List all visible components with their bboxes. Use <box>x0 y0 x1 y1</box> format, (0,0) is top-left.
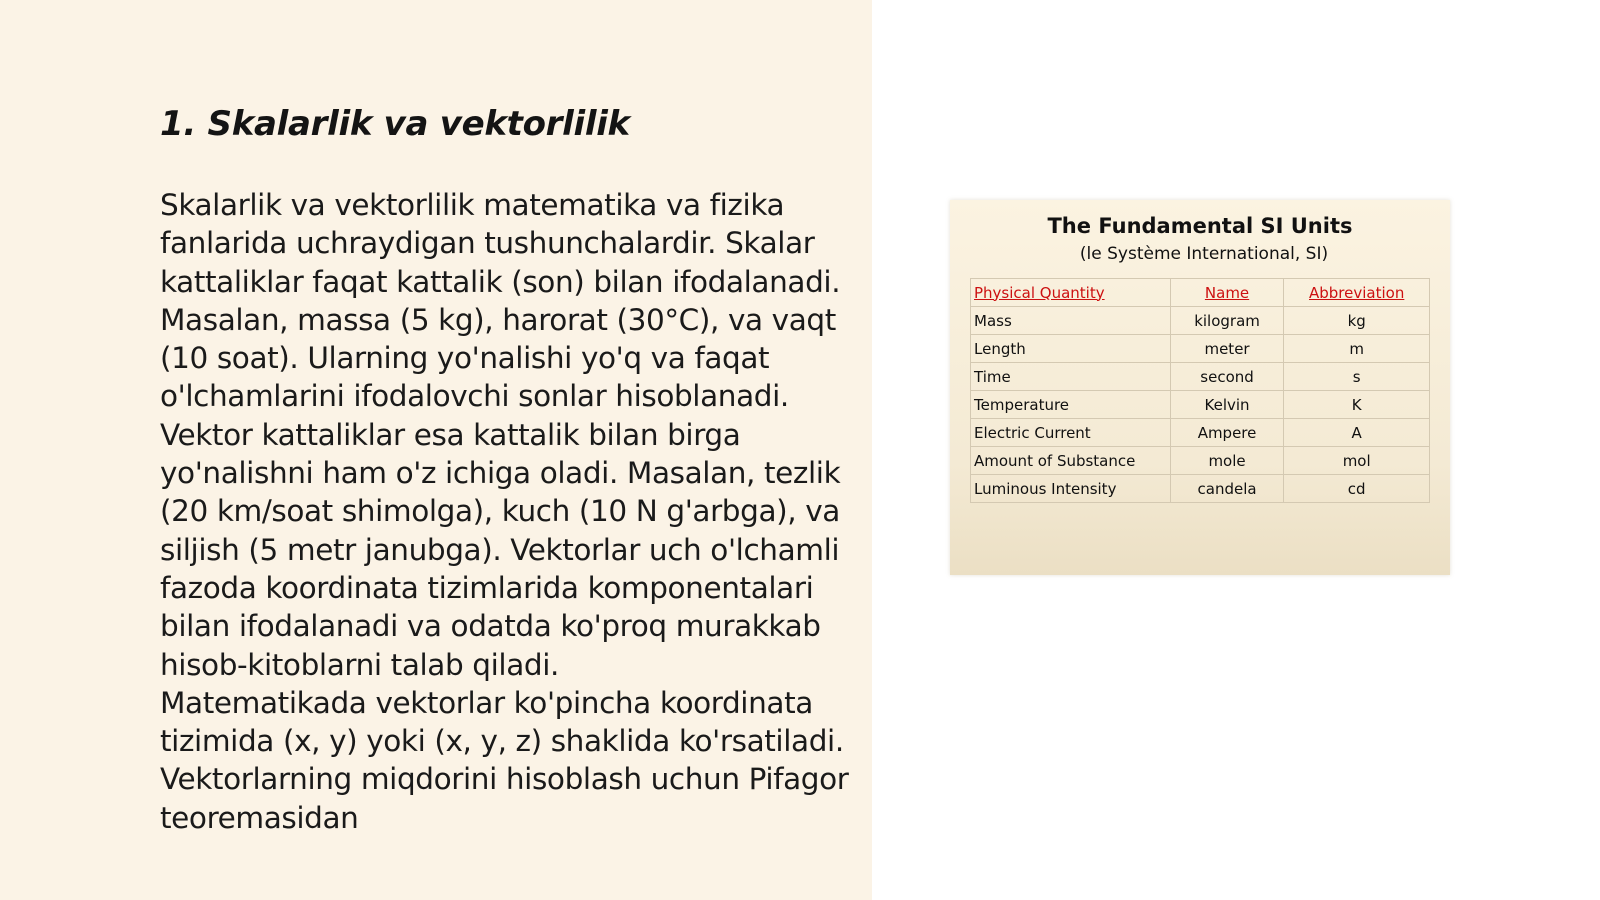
table-row <box>971 475 1430 503</box>
abbreviation-cell: cd <box>1284 475 1430 503</box>
abbreviation-cell: K <box>1284 391 1430 419</box>
unit-name-cell: second <box>1170 363 1284 391</box>
si-units-image <box>950 200 1450 575</box>
si-units-title: The Fundamental SI Units <box>1047 214 1353 238</box>
quantity-cell: Length <box>971 335 1171 363</box>
table-row <box>971 391 1430 419</box>
quantity-cell: Temperature <box>971 391 1171 419</box>
unit-name-cell: kilogram <box>1170 307 1284 335</box>
quantity-cell: Mass <box>971 307 1171 335</box>
unit-name-cell: candela <box>1170 475 1284 503</box>
header-name: Name <box>1170 279 1284 307</box>
si-units-table <box>970 278 1430 503</box>
quantity-cell: Electric Current <box>971 419 1171 447</box>
si-units-subtitle: (le Système International, SI) <box>1079 244 1329 264</box>
unit-name-cell: Ampere <box>1170 419 1284 447</box>
header-abbreviation: Abbreviation <box>1284 279 1430 307</box>
abbreviation-cell: mol <box>1284 447 1430 475</box>
quantity-cell: Luminous Intensity <box>971 475 1171 503</box>
abbreviation-cell: kg <box>1284 307 1430 335</box>
quantity-cell: Time <box>971 363 1171 391</box>
body-text <box>160 186 860 837</box>
unit-name-cell: meter <box>1170 335 1284 363</box>
unit-name-cell: Kelvin <box>1170 391 1284 419</box>
table-header-row <box>971 279 1430 307</box>
abbreviation-cell: s <box>1284 363 1430 391</box>
header-physical-quantity: Physical Quantity <box>971 279 1171 307</box>
paragraph-vectors: Vektor kattaliklar esa kattalik bilan birga yo'nalishni ham o'z ichiga oladi. Masalan, tezlik (20 km/soat shimolga), kuch (10 N g'arbga), va siljish (5 metr janubga). Vektorlar uch o'lchamli fazoda koordinata tizimlarida komponentalari bilan ifodalanadi va odatda ko'proq murakkab hisob-kitoblarni talab qiladi. <box>160 417 841 682</box>
table-row <box>971 307 1430 335</box>
abbreviation-cell: A <box>1284 419 1430 447</box>
table-row <box>971 447 1430 475</box>
table-row <box>971 335 1430 363</box>
paragraph-scalars: Skalarlik va vektorlilik matematika va fizika fanlarida uchraydigan tushunchalardir. Skalar kattaliklar faqat kattalik (son) bilan ifodalanadi. Masalan, massa (5 kg), harorat (30°C), va vaqt (10 soat). Ularning yo'nalishi yo'q va faqat o'lchamlarini ifodalovchi sonlar hisoblanadi. <box>160 188 841 414</box>
table-row <box>971 363 1430 391</box>
section-heading: 1. Skalarlik va vektorlilik <box>160 104 630 144</box>
paragraph-math-vectors: Matematikada vektorlar ko'pincha koordinata tizimida (x, y) yoki (x, y, z) shaklida ko'rsatiladi. Vektorlarning miqdorini hisoblash uchun Pifagor teoremasidan <box>160 685 849 835</box>
table-row <box>971 419 1430 447</box>
quantity-cell: Amount of Substance <box>971 447 1171 475</box>
unit-name-cell: mole <box>1170 447 1284 475</box>
abbreviation-cell: m <box>1284 335 1430 363</box>
